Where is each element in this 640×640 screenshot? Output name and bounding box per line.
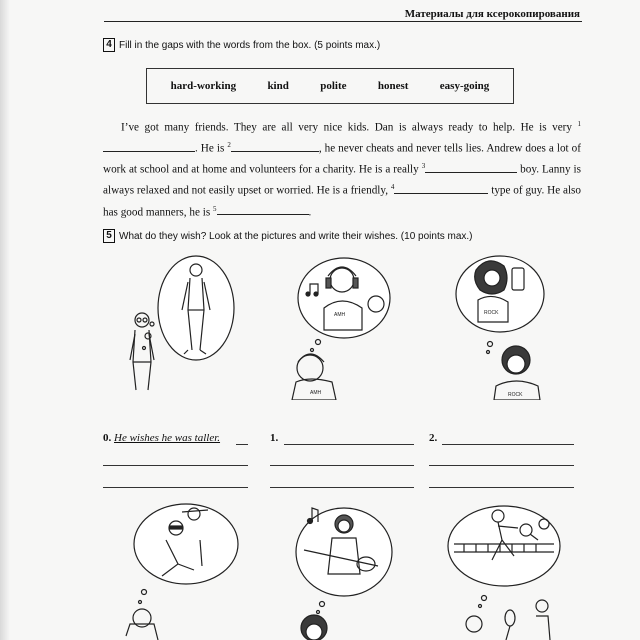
task5-heading [103,229,473,243]
answer-label: 0. [103,432,112,444]
task5-number: 5 [103,229,115,243]
text-part: , he never cheats and never tells lies. Andrew does a lot of work at school and at home and volunteers for a charity. He is a really [103,142,581,177]
answer-line[interactable] [103,465,248,466]
text-part: I’ve got many friends. They are all very nice kids. Dan is always ready to help. He is very [121,121,578,134]
header-title: Материалы для ксерокопирования [404,8,580,20]
answer-1 [270,432,278,444]
gap-number: 1 [577,120,581,128]
answer-line[interactable] [270,465,414,466]
gap-number: 5 [213,204,217,213]
answer-line[interactable] [103,487,248,488]
answer-line[interactable] [270,487,414,488]
word-item: honest [377,80,409,92]
picture-tall-boy [118,250,258,400]
gap-number: 3 [421,162,426,171]
shirt-label: AMH [310,390,322,396]
page-shadow [0,0,10,640]
picture-beach-man [118,500,248,640]
gap-4[interactable] [394,184,488,194]
text-part: boy. Lanny is always relaxed and not easily upset or worried. He is a friendly, [103,164,581,198]
word-box [146,68,514,104]
task4-heading [103,38,380,52]
word-item: easy-going [439,80,490,92]
word-item: kind [267,80,289,92]
gap-number: 2 [227,141,231,150]
model-answer: He wishes he was taller. [114,432,221,444]
shirt-label: AMH [334,312,346,318]
gap-3[interactable] [425,163,517,173]
word-item: hard-working [170,80,237,92]
header-rule [104,21,582,22]
task5-instruction: What do they wish? Look at the pictures and write their wishes. (10 points max.) [119,230,473,242]
text-part: type of guy. He also has good manners, he is [103,185,582,219]
picture-music-boy [282,250,412,400]
shirt-label: ROCK [508,392,523,398]
answer-2 [429,432,437,444]
text-part: . He is [195,142,228,155]
gap-5[interactable] [217,205,309,215]
shirt-label: ROCK [484,310,499,316]
gap-number: 4 [390,183,395,192]
picture-rock-girl [448,250,558,400]
answer-0 [103,432,220,444]
gap-1[interactable] [103,142,195,152]
answer-2-line[interactable] [442,444,574,445]
picture-guitar-girl [282,500,402,640]
answer-line[interactable] [429,487,574,488]
task4-instruction: Fill in the gaps with the words from the box. (5 points max.) [119,39,381,51]
answer-1-line[interactable] [284,444,414,445]
answer-line[interactable] [429,465,574,466]
task4-number: 4 [103,38,115,52]
picture-tennis-boy [440,500,570,640]
word-item: polite [320,80,347,92]
answer-label: 2. [429,432,438,444]
text-part: . [308,206,312,219]
gap-fill-text [103,116,581,222]
answer-line [236,444,248,445]
gap-2[interactable] [231,142,319,152]
answer-label: 1. [270,432,279,444]
